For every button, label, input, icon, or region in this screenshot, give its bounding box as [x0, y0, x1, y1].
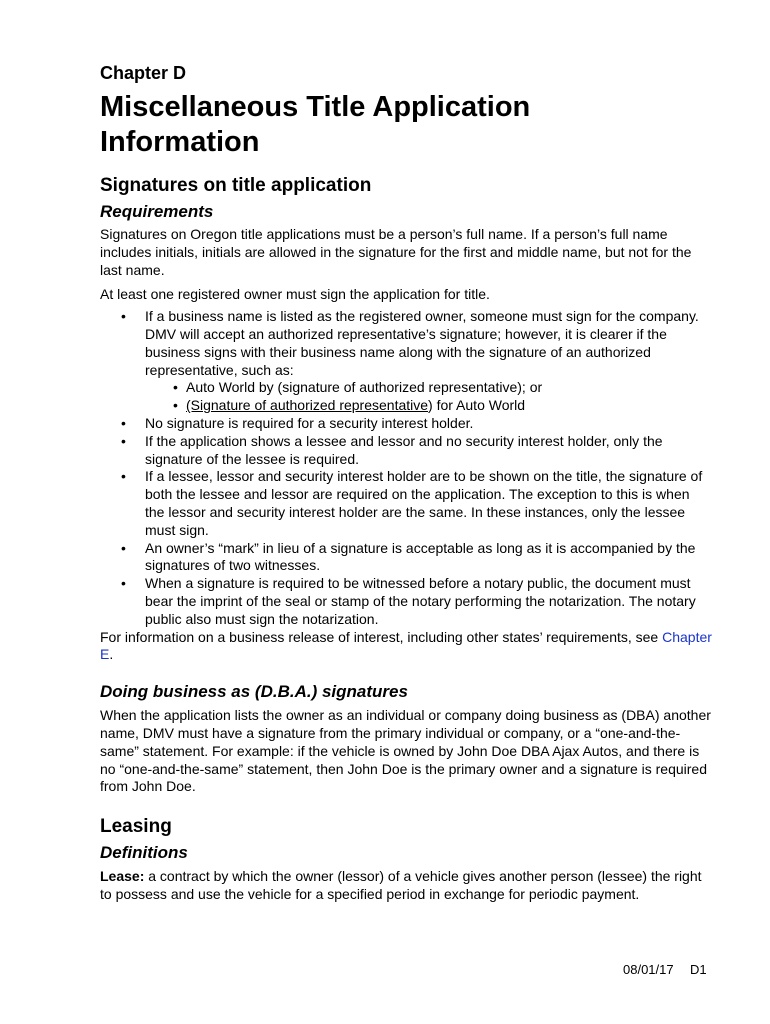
requirements-heading: Requirements: [100, 202, 214, 221]
list-item: [100, 308, 712, 415]
signatures-heading: Signatures on title application: [100, 175, 372, 196]
page-number: D1: [690, 962, 707, 977]
lease-term: Lease:: [100, 868, 145, 885]
document-page: [100, 62, 712, 904]
list-item-text: If the application shows a lessee and lessor and no security interest holder, only the signature of the lessee is required.: [145, 432, 663, 467]
chapter-e-link[interactable]: Chapter E: [100, 628, 712, 663]
list-item-text: An owner’s “mark” in lieu of a signature is acceptable as long as it is accompanied by the signatures of two witnesses.: [145, 539, 696, 574]
bullet-dot: •: [121, 575, 126, 592]
sublist-item-underlined-text: (Signature of authorized representative: [186, 397, 429, 414]
bullet-dot: •: [173, 379, 178, 396]
list-item: [100, 575, 712, 628]
signatures-paragraph-2: At least one registered owner must sign the application for title.: [100, 286, 490, 303]
lease-definition: [100, 868, 712, 904]
list-item: [100, 468, 712, 539]
list-item: [100, 540, 712, 576]
signatures-paragraph-1: Signatures on Oregon title applications must be a person’s full name. If a person’s full name includes initials, initials are allowed in the signature for the first and middle name, but not for the last name.: [100, 226, 692, 278]
dba-heading: Doing business as (D.B.A.) signatures: [100, 682, 408, 702]
list-item: [100, 415, 712, 433]
bullet-dot: •: [121, 308, 126, 325]
list-item-text: When a signature is required to be witnessed before a notary public, the document must bear the imprint of the seal or stamp of the notary performing the notarization. The notary public also must sign the notarization.: [145, 575, 696, 627]
definitions-heading: Definitions: [100, 843, 188, 863]
revision-date: 08/01/17: [623, 962, 674, 977]
bullet-dot: •: [121, 432, 126, 449]
business-release-text: For information on a business release of interest, including other states’ requirements, see: [100, 628, 659, 645]
leasing-heading: Leasing: [100, 816, 172, 838]
chapter-label: Chapter D: [100, 63, 187, 83]
title-line-1: Miscellaneous Title Application: [100, 91, 531, 123]
list-item: [100, 433, 712, 469]
bullet-dot: •: [121, 468, 126, 485]
bullet-dot: •: [121, 414, 126, 431]
dba-paragraph: When the application lists the owner as an individual or company doing business as (DBA) another name, DMV must have a signature from the primary individual or company, or a “one-and-the-same” statement. For example: if the vehicle is owned by John Doe DBA Ajax Autos, and there is no “one-and-the-same” statement, then John Doe is the primary owner and a signature is required from John Doe.: [100, 707, 711, 795]
list-item-text: No signature is required for a security interest holder.: [145, 414, 474, 431]
period: .: [109, 646, 114, 663]
sublist-item: [145, 397, 712, 415]
signature-rules-list: [100, 308, 712, 628]
example-sublist: [145, 379, 712, 415]
sublist-item-text: ) for Auto World: [428, 397, 526, 414]
page-title: [100, 90, 712, 160]
list-item-text: If a business name is listed as the registered owner, someone must sign for the company. DMV will accept an authorized representative’s signature; however, it is clearer if the business signs with their business name along with the signature of an authorized representative, such as:: [145, 308, 699, 378]
sublist-item: [145, 379, 712, 397]
bullet-dot: •: [173, 397, 178, 414]
list-item-text: If a lessee, lessor and security interest holder are to be shown on the title, the signature of both the lessee and lessor are required on the application. The exception to this is when the lessor and security interest holder are the same. In these instances, only the lessee must sign.: [145, 468, 703, 538]
business-release-paragraph: [100, 629, 712, 665]
sublist-item-text: Auto World by (signature of authorized representative); or: [186, 379, 543, 396]
lease-definition-text: a contract by which the owner (lessor) of a vehicle gives another person (lessee) the right to possess and use the vehicle for a specified period in exchange for periodic payment.: [100, 868, 702, 902]
bullet-dot: •: [121, 539, 126, 556]
title-line-2: Information: [100, 126, 260, 158]
